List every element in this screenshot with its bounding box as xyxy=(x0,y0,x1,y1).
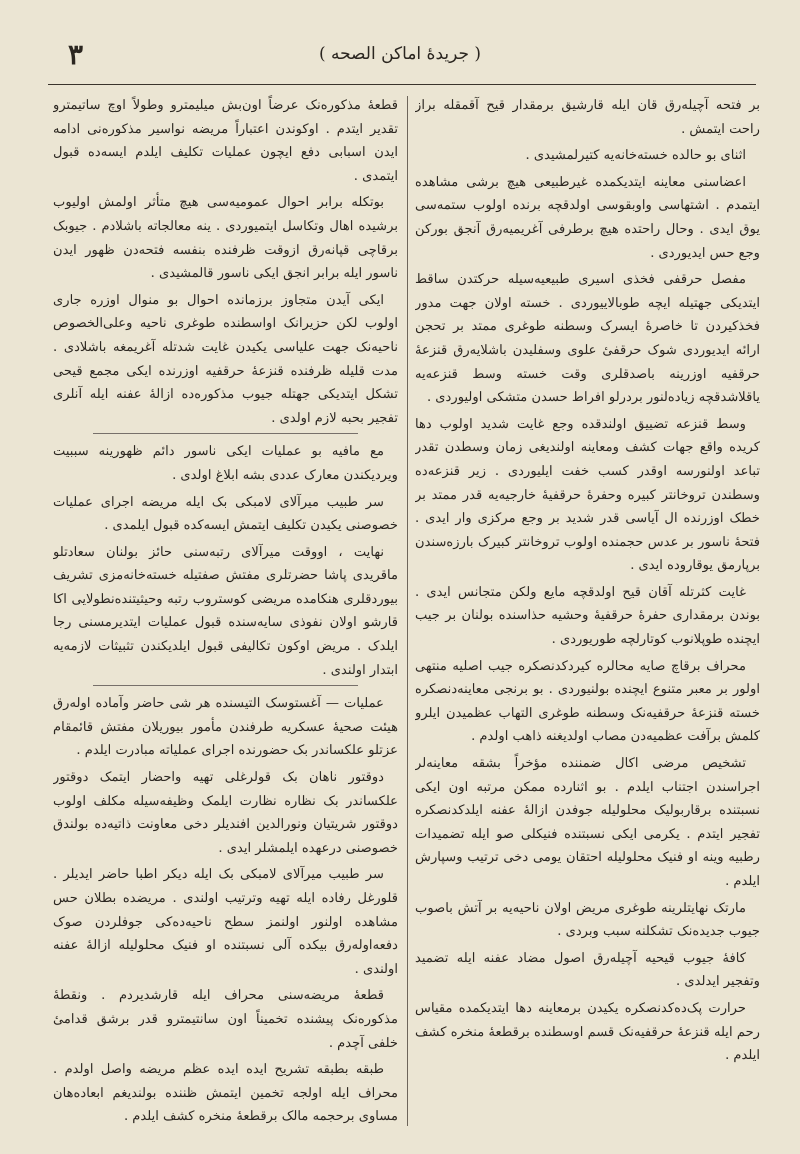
section-separator xyxy=(93,685,358,686)
paragraph: کافهٔ جیوب قیحیه آچیله‌رق اصول مضاد عفنه ایله تضمید وتفجیر ایدلدی . xyxy=(415,950,760,990)
paragraph: مفصل حرقفی فخذی اسیری طبیعیه‌سیله حرکتدن ساقط ایتدیکی جهتیله ایچه طوبالاییوردی . خسته اولان جهت مدور فخذکیردن تا خاصرهٔ ایسرک وسطنه طوغری ممتد بر تحجن ارائه ایدیوردی شوک حرقفیٔ علوی وسفلیدن باشلایه‌رق قنزعهٔ حرقفیه اوزرینه باصدقلری وقت خسته وسط قنزعه‌یه یاقلاشدقچه زیاده‌لنور بردرلو افراط حسدن متشکی اولیوردی . xyxy=(415,272,760,406)
paragraph: تشخیص مرضی اکال ضمننده مؤخراً بشقه معاینه‌لر اجراسندن اجتناب ایلدم . بو اثنارده ممکن مرتبه اون ایکی نسبتنده برقاربولیک محلولیله جوفدن ازالهٔ عفنه ایلدکدنصکره تفجیر ایتدم . یکرمی ایکی نسبتنده فنیکلی صو ایله تضمیدات رطبیه وینه او فنیک محلولیله احتقان یومی دخی ترتیب وسپارش ایلدم . xyxy=(415,756,760,889)
paragraph: غایت کثرتله آقان قیح اولدقچه مایع ولکن متجانس ایدی . بوندن برمقداری حفرهٔ حرقفیهٔ وحشیه حذاسنده بولنان بر جیب ایچنده طوپلانوب کوتارلچه طوریوردی . xyxy=(415,584,760,648)
section-separator xyxy=(93,433,358,434)
page-header xyxy=(40,36,760,76)
header-rule xyxy=(48,84,756,85)
left-column xyxy=(53,94,398,1129)
paragraph: مارتک نهایتلرینه طوغری مریض اولان ناحیه‌یه بر آتش باصوب جیوب جدیده‌نک تشکلنه سبب وبردی . xyxy=(415,900,760,940)
paragraph: قطعهٔ مذکوره‌نک عرضاً اون‌بش میلیمترو وطولاً اوچ ساتیمترو تقدیر ایتدم . اوکوندن اعتباراً مریضه نواسیر مذکوره‌نی ادامه ایدن اسبابی دفع ایچون عملیات تکلیف ایلدم ایسه‌ده قبول ایتمدی . xyxy=(53,98,398,184)
paragraph: دوقتور ناهان بک قولرغلی تهیه واحضار ایتمک دوقتور علکساندر بک نظاره نظارت ایلمک وظیفه‌سیله مکلف اولوب دوقتور شریتیان ونورالدین افندیلر دخی معاونت ذاتیه‌ده بولندق خصوصنی درعهده ایلمشلر ایدی . xyxy=(53,770,398,856)
paragraph: نهایت ، اووقت میرآلای رتبه‌سنی حائز بولنان سعادتلو ماقریدی پاشا حضرتلری مفتش صفتیله خسته‌خانه‌مزی تشریف بیوردقلری هنکامده مریضی کوستروب رتبه وحیثیتنده‌نطولایی اکا قارشو اولان نفوذی سایه‌سنده قبول عملیات ایتدیرمسنی رجا ایلدک . مریض اوکون تکالیفی قبول ایلدیکندن تثبیثات لازمه‌یه ابتدار اولندی . xyxy=(53,544,398,678)
paragraph: قطعهٔ مریضه‌سنی محراف ایله قارشدیردم . ونقطهٔ مذکوره‌نک پیشنده تخمیناً اون سانتیمترو قدر برشق قدامیٔ خلفی آچدم . xyxy=(53,988,398,1051)
paragraph: ایکی آیدن متجاوز برزمانده احوال بو منوال اوزره جاری اولوب لکن حزیرانک اواسطنده طوغری ناحیه وعلی‌الخصوص ناحیه‌نک جهت علیاسی یکیدن غایت شدتله آغریمغه باشلادی . مدت قلیله ظرفنده قنزعهٔ حرقفیه اوزرنده ایکی مجمع قیحی تشکل ایتدیکی جهتله جیوب مذکوره‌ده ازالهٔ عفنه ایله آنلری تفجیر بحبه لازم اولدی . xyxy=(53,292,398,426)
paragraph: مع مافیه بو عملیات ایکی ناسور دائم ظهورینه سببیت ویردیکندن معارک عددی بشه ابلاغ اولدی . xyxy=(53,444,398,483)
paragraph: بر فتحه آچیله‌رق قان ایله قارشیق برمقدار قیح آقمقله براز راحت ایتمش . xyxy=(415,98,760,137)
paragraph: وسط قنزعه تضییق اولندقده وجع غایت شدید اولوب دها کریده واقع جهات کشف ومعاینه اولندیغی زمان وسطدن تقدر تباعد اولنورسه اوقدر کسب خفت ایلیوردی . زیر قنزعه‌ده وسطندن تروخانتر کبیره وحفرهٔ حرقفیهٔ خارجیه‌یه قدر ممتد بر خطک اوزرنده ال آیاسی قدر شدید بر وجع مرکزی وار ایدی . فتحهٔ ناسور بر عدس حجمنده اولوب تروخانتر کبیرک بارزه‌سندن برپارمق یوقاروده ایدی . xyxy=(415,416,760,574)
paragraph: حرارت پک‌ده‌کدنصکره یکیدن برمعاینه دها ایتدیکمده مقیاس رحم ایله قنزعهٔ حرقفیه‌نک قسم اوسطنده برقطعهٔ منخره کشف ایلدم . xyxy=(415,1000,760,1064)
paragraph: عملیات — آغستوسک التیسنده هر شی حاضر وآماده اوله‌رق هیئت صحیهٔ عسکریه طرفندن مأمور بیوریلان مفتش قائمقام عزتلو علکساندر بک حضورنده اجرای عملیاته مبادرت ایلدم . xyxy=(53,696,398,759)
paragraph: طبقه بطبقه تشریح ایده ایده عظم مریضه واصل اولدم . محراف ایله اولجه تخمین ایتمش ظننده بولندیغم ابعاده‌هان مساوی برحجمه مالک برقطعهٔ منخره کشف ایلدم . xyxy=(53,1062,398,1125)
paragraph: اثنای بو حالده خسته‌خانه‌یه کتیرلمشیدی . xyxy=(525,148,746,164)
paragraph: اعضاسنی معاینه ایتدیکمده غیرطبیعی هیچ برشی مشاهده ایتمدم . اشتهاسی واوبقوسی اولدقچه برنده اولوب ستمه‌سی یوق ایدی . وحال راحتده هیچ برطرفی آغریمیه‌رق آنجق بورکن وجع حس ایدیوردی . xyxy=(415,174,760,261)
right-column xyxy=(415,94,760,1129)
paragraph: سر طبیب میرآلای لامبکی بک ایله دیکر اطبا حاضر ایدیلر . قلورغل رفاده ایله تهیه وترتیب اولندی . مریضده بطلان حس مشاهده اولنور اولنمز سطح ناحیه‌ده‌کی جوفلردن صوک دفعه‌اوله‌رق بیکده آلی نسبتنده او فنیک محلولیله ازالهٔ عفنه اولندی . xyxy=(53,867,398,977)
paragraph: محراف برقاچ صایه محالره کیردکدنصکره جیب اصلیه منتهی اولور بر معبر متنوع ایچنده بولنیوردی . بو برنجی معاینه‌دنصکره خسته قنزعهٔ حرقفیه‌نک وسطنه طوغری التهاب عظمیدن ایلرو کلمش برآفت عظمیه‌دن مصاب اولدیغنه ذاهب اولدم . xyxy=(415,658,760,745)
page-number: ٣ xyxy=(68,38,84,71)
paragraph: بوتکله برابر احوال عمومیه‌سی هیچ متأثر اولمش اولیوب برشیده اهال وتکاسل ایتمیوردی . ینه معالجاته باشلادم . جیوبک برقاچی قپانه‌رق ازوقت ظرفنده بنفسه فتحه‌دن ظهور ایدن ناسور ایله برابر انجق ایکی ناسور قالمشیدی . xyxy=(53,195,398,282)
running-title: ( جریدهٔ اماکن الصحه ) xyxy=(318,44,482,64)
paragraph: سر طبیب میرآلای لامبکی بک ایله مریضه اجرای عملیات خصوصنی یکیدن تکلیف ایتمش ایسه‌کده قبول ایلمدی . xyxy=(53,494,398,534)
column-divider xyxy=(407,96,408,1126)
